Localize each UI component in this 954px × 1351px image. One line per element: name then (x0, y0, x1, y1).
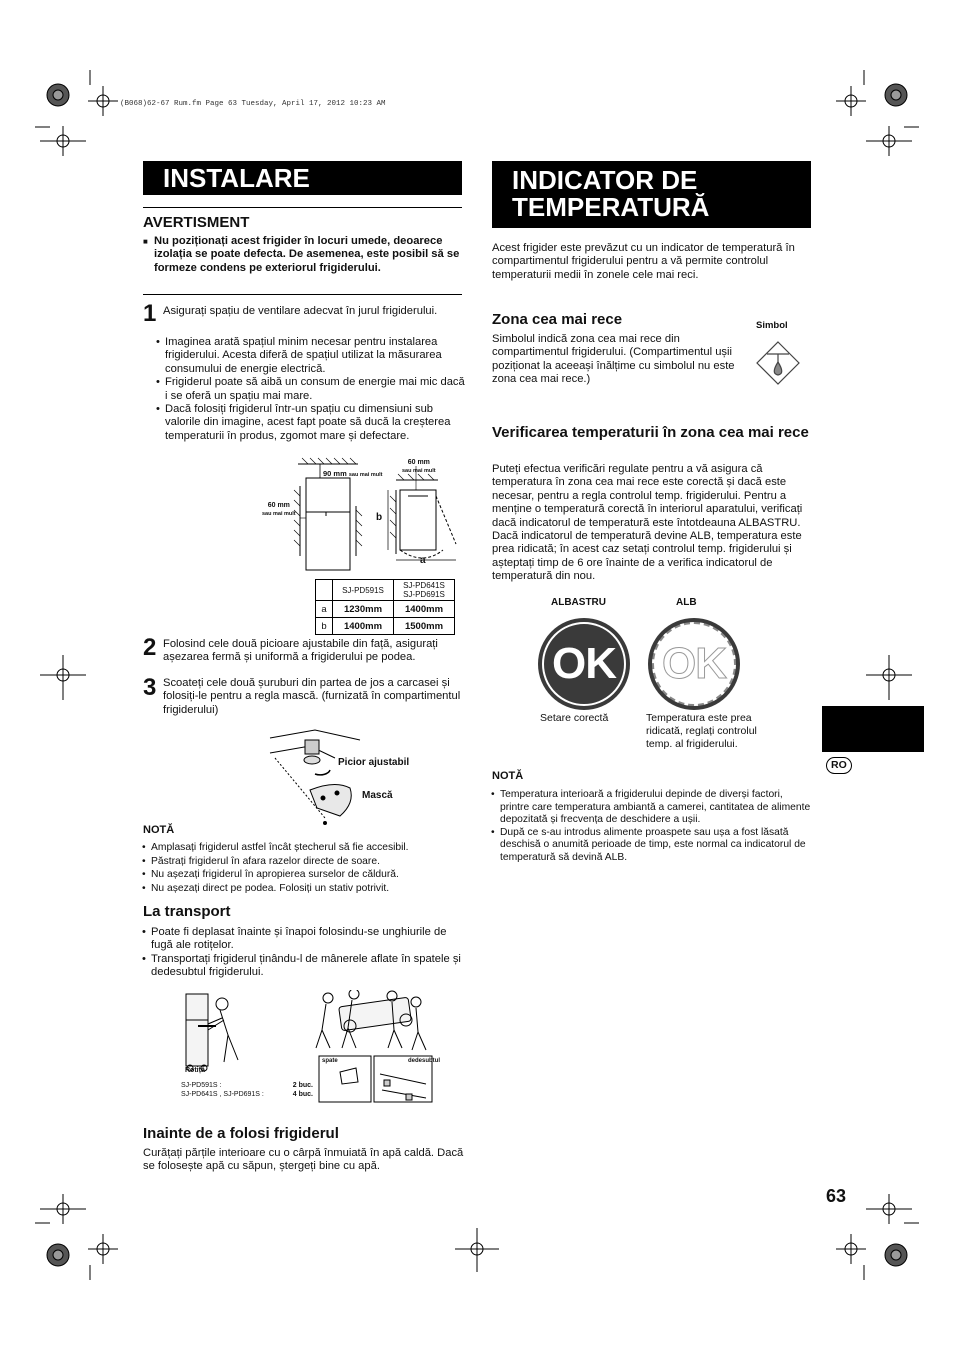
label-blue: ALBASTRU (551, 597, 606, 608)
crop-mark-icon (35, 70, 118, 156)
check-temperature-text: Puteți efectua verificări regulate pentru a vă asigura că temperatura în zona cea mai rece este corectă și dacă este necesar, pentru a regla controlul temp. frigiderului. Pentru a menține o temperatură corectă în interiorul aparatului, verificați dacă indicatorul de temperatură este întotdeauna ALBASTRU. Dacă indicatorul de temperatură devine ALB, temperatura este prea ridicată; în acest caz setați controlul temp. frigiderului și așteptați timp de 6 ore înainte de a verifica indicatorul de temperatură din nou. (492, 463, 803, 583)
list-item: • Transportați frigiderul ținându-l de mânerele aflate în spatele și dedesubtul frigiderului. (141, 953, 466, 980)
check-temperature-heading: Verificarea temperaturii în zona cea mai rece (492, 424, 809, 441)
section-title-indicator: INDICATOR DE TEMPERATURĂ (492, 161, 811, 228)
label-adjustable-foot: Picior ajustabil (338, 757, 410, 768)
table-row: a 1230mm 1400mm (316, 601, 455, 618)
crop-mark-icon (35, 1194, 118, 1280)
transport-list (141, 926, 466, 980)
list-item: • Nu așezați frigiderul în apropierea surselor de căldură. (141, 868, 466, 882)
list-item: • După ce s-au introdus alimente proaspete sau ușa a fost lăsată deschisă o anumită perioade de timp, este normal ca indicatorul de temperatură să devină ALB. (490, 827, 812, 865)
list-item: • Amplasați frigiderul astfel încât ștecherul să fie accesibil. (141, 841, 466, 855)
transport-heading: La transport (143, 903, 231, 920)
step1-bullets (155, 336, 465, 443)
note-list (141, 841, 466, 895)
page-number: 63 (826, 1186, 847, 1206)
file-header: (B068)62-67 Rum.fm Page 63 Tuesday, April 17, 2012 10:23 AM (120, 100, 386, 108)
diagram-label-a: a (420, 555, 426, 566)
label-back: spate (322, 1058, 338, 1064)
adjustable-foot-illustration (265, 728, 365, 826)
step1-text: Asigurați spațiu de ventilare adecvat în jurul frigiderului. (163, 305, 438, 317)
list-item: • Poate fi deplasat înainte și înapoi folosindu-se unghiurile de fugă ale rotițelor. (141, 926, 466, 953)
list-item: • Frigiderul poate să aibă un consum de energie mai mic dacă i se oferă un spațiu mai mare. (155, 376, 465, 403)
caption-blue: Setare corectă (540, 712, 609, 724)
coldest-zone-text: Simbolul indică zona cea mai rece din compartimentul frigiderului. (Compartimentul ușii poziționat la aceeași înălțime cu simbolul nu este zona cea mai rece.) (492, 333, 735, 386)
dimensions-table (315, 579, 455, 635)
diagram-label-side: 60 mm sau mai mult (262, 502, 296, 517)
diagram-label-b: b (376, 512, 383, 523)
language-badge: RO (826, 757, 852, 774)
step-number: 2 (143, 634, 157, 661)
indicator-note-list (490, 789, 812, 864)
diagram-label-side2: 60 mm sau mai mult (402, 459, 436, 474)
section-title-instalare: INSTALARE (143, 161, 462, 195)
list-item: • Nu așezați direct pe podea. Folosiți un stativ potrivit. (141, 882, 466, 896)
label-wheel: Rotiță (185, 1067, 205, 1074)
label-white: ALB (676, 597, 697, 608)
list-item: • Dacă folosiți frigiderul într-un spațiu cu dimensiuni sub valorile din imagine, acest fapt poate să ducă la creșterea temperaturii în produs, zgomot mare și defectare. (155, 403, 465, 443)
before-use-text: Curățați părțile interioare cu o cârpă înmuiată în apă caldă. Dacă se folosește apă cu săpun, ștergeți bine cu apă. (143, 1147, 464, 1173)
table-row: SJ-PD591S SJ-PD641S SJ-PD691S (316, 580, 455, 601)
note-heading: NOTĂ (492, 770, 524, 782)
indicator-white-ok: OK (648, 618, 740, 710)
step2-text: Folosind cele două picioare ajustabile din față, asigurați așezarea fermă și uniformă a frigiderului pe podea. (163, 638, 438, 664)
diagram-label-top: 90 mm sau mai mult (323, 469, 383, 478)
step3-text: Scoateți cele două șuruburi din partea de jos a carcasei și folosiți-le pentru a regla mască. (furnizată în compartimentul frigiderului) (163, 677, 461, 716)
list-item: • Temperatura interioară a frigiderului depinde de diverși factori, printre care temperatura ambiantă a camerei, cantitatea de alimente depozitată și frecvența de deschidere a ușii. (490, 789, 812, 827)
before-use-heading: Inainte de a folosi frigiderul (143, 1125, 339, 1142)
symbol-label: Simbol (756, 320, 788, 331)
step-number: 1 (143, 300, 157, 327)
coldest-zone-heading: Zona cea mai rece (492, 311, 623, 328)
caption-white: Temperatura este prea ridicată, reglați controlul temp. al frigiderului. (646, 712, 757, 750)
step-number: 3 (143, 674, 157, 701)
crop-mark-icon (836, 1194, 919, 1280)
indicator-blue-ok: OK (538, 618, 630, 710)
coldest-zone-symbol-icon (755, 340, 801, 386)
label-mask: Mască (362, 790, 393, 801)
crop-mark-icon (836, 70, 919, 156)
warning-heading: AVERTISMENT (143, 214, 250, 231)
table-row: b 1400mm 1500mm (316, 618, 455, 635)
warning-text: ■ Nu poziționați acest frigider în locuri umede, deoarece izolația se poate defecta. De asemenea, este posibil să se formeze condens pe exteriorul frigiderului. (143, 235, 460, 274)
language-tab-bar (822, 706, 924, 752)
note-heading: NOTĂ (143, 824, 175, 836)
list-item: • Păstrați frigiderul în afara razelor directe de soare. (141, 855, 466, 869)
wheel-count-list: SJ-PD591S : 2 buc. SJ-PD641S , SJ-PD691S : 4 buc. (181, 1082, 313, 1098)
label-under: dedesubtul (408, 1058, 441, 1064)
list-item: • Imaginea arată spațiul minim necesar pentru instalarea frigiderului. Acesta diferă de spațiul utilizat la măsurarea consumului de energie electrică. (155, 336, 465, 376)
indicator-intro: Acest frigider este prevăzut cu un indicator de temperatură în compartimentul frigiderului pentru a vă permite controlul temperaturii medii în zonele cele mai reci. (492, 242, 795, 281)
crop-mark-icon (455, 1228, 499, 1272)
